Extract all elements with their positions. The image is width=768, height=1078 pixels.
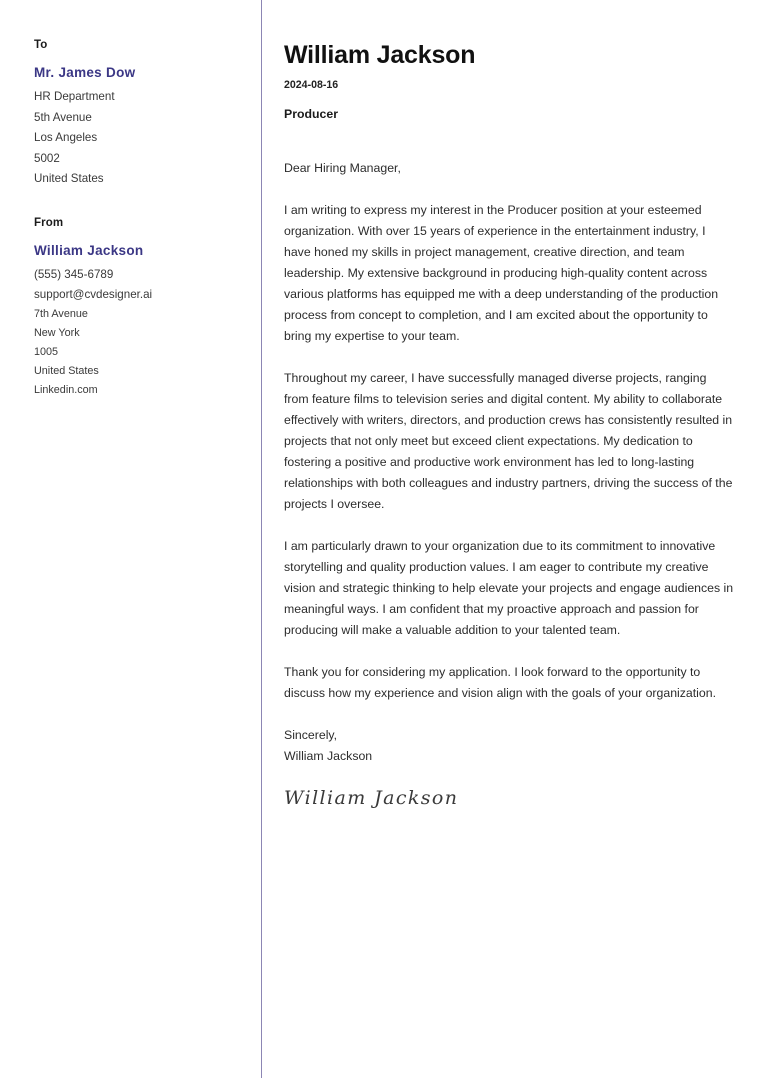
letter-paragraph: Thank you for considering my application. I look forward to the opportunity to discuss how my experience and vision align with the goals of your organization.	[284, 665, 716, 700]
recipient-block	[34, 38, 237, 190]
sender-address-line: 1005	[34, 345, 59, 358]
sender-website: Linkedin.com	[34, 383, 98, 396]
letter-paragraph: Throughout my career, I have successfully managed diverse projects, ranging from feature films to television series and digital content. My ability to collaborate effectively with writers, directors, and production crews has consistently resulted in projects that not only meet but exceed client expectations. My dedication to fostering a positive and productive work environment has led to long-lasting relationships with both colleagues and industry partners, driving the success of the projects I oversee.	[284, 371, 733, 511]
sender-block	[34, 216, 237, 400]
sender-phone: (555) 345-6789	[34, 267, 114, 281]
sender-email: support@cvdesigner.ai	[34, 287, 153, 301]
letter-date: 2024-08-16	[284, 79, 339, 91]
letter-paragraph: I am writing to express my interest in the Producer position at your esteemed organization. With over 15 years of experience in the entertainment industry, I have honed my skills in project management, creative direction, and team leadership. My extensive background in producing high-quality content across various platforms has equipped me with a deep understanding of the production process from concept to completion, and I am excited about the opportunity to bring my expertise to your team.	[284, 203, 719, 343]
sender-address-line: 7th Avenue	[34, 307, 88, 320]
letter-body	[261, 0, 768, 1078]
signature-script: William Jackson	[284, 787, 459, 809]
letter-closing-name: William Jackson	[284, 748, 373, 763]
letter-closing-word: Sincerely,	[284, 728, 338, 742]
recipient-label: To	[34, 39, 48, 51]
sender-address-line: New York	[34, 326, 80, 339]
contact-sidebar	[0, 0, 261, 1078]
recipient-name: Mr. James Dow	[34, 65, 136, 80]
recipient-address-line: HR Department	[34, 90, 115, 103]
sender-name: William Jackson	[34, 242, 144, 258]
letter-job-title: Producer	[284, 107, 338, 121]
recipient-address-line: 5002	[34, 151, 60, 165]
sender-address-line: United States	[34, 364, 99, 377]
column-divider-rule	[261, 0, 262, 1078]
letter-closing-block	[284, 725, 734, 766]
letter-sender-heading: William Jackson	[284, 41, 476, 69]
recipient-address-line: United States	[34, 172, 104, 185]
letter-salutation: Dear Hiring Manager,	[284, 161, 401, 175]
letter-paragraph: I am particularly drawn to your organization due to its commitment to innovative storytelling and quality production values. I am eager to contribute my creative vision and strategic thinking to help elevate your projects and engage audiences in meaningful ways. I am confident that my proactive approach and passion for producing will make a valuable addition to your talented team.	[284, 539, 734, 637]
recipient-address-line: 5th Avenue	[34, 110, 92, 124]
sender-label: From	[34, 216, 64, 229]
recipient-address-line: Los Angeles	[34, 131, 98, 144]
